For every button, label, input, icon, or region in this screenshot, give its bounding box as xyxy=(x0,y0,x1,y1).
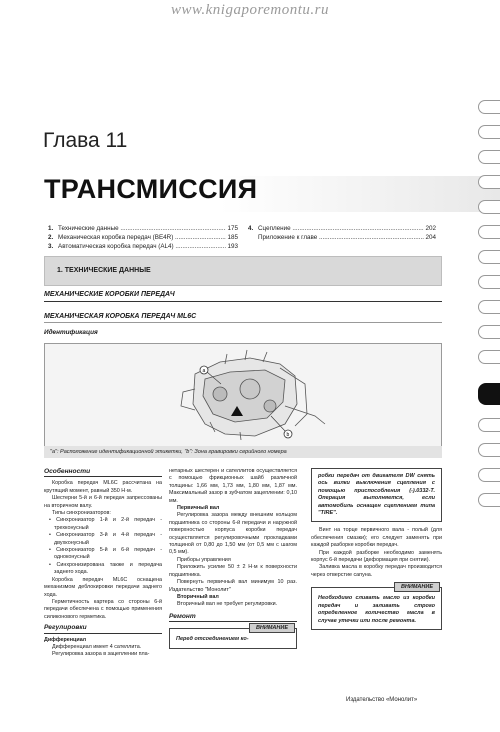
gearbox-figure xyxy=(44,343,442,458)
chapter-tab[interactable] xyxy=(478,325,500,339)
heading-adjustments: Регулировки xyxy=(44,624,87,632)
chapter-tab[interactable] xyxy=(478,275,500,289)
toc-item[interactable] xyxy=(48,233,238,242)
list-item: • Синхронизатор 3-й и 4-й передач - двухконусный xyxy=(49,532,162,546)
toc-right xyxy=(248,224,436,242)
toc-num: 1. xyxy=(48,225,54,232)
column-3 xyxy=(311,468,442,630)
list-item: • Синхронизатор 5-й и 6-й передач - одноконусный xyxy=(49,547,162,561)
divider xyxy=(44,322,442,323)
paragraph: Вторичный вал не требует регулировки. xyxy=(177,601,278,608)
warning-note: Перед отсоединением ко- xyxy=(169,628,297,648)
chapter-tab[interactable] xyxy=(478,468,500,482)
toc-num: 3. xyxy=(48,243,54,250)
chapter-tab[interactable] xyxy=(478,300,500,314)
publisher-footer: Издательство «Монолит» xyxy=(346,697,418,703)
watermark: www.knigaporemontu.ru xyxy=(170,2,329,18)
toc-page: 204 xyxy=(425,234,436,241)
section-label: 1. ТЕХНИЧЕСКИЕ ДАННЫЕ xyxy=(57,267,151,274)
paragraph: Шестерни 5-й и 6-й передач запрессованы на вторичном валу. xyxy=(44,495,162,509)
chapter-tab[interactable] xyxy=(478,200,500,214)
warning-note-continued: робки передач от двигателя DW снять ось вилки выключения сцепления с помощью приспособления (-).0332-Т. Операция выполняется, если автомобиль оснащен сцеплением типа "TIRE". xyxy=(311,468,442,522)
toc-page: 193 xyxy=(227,243,238,250)
chapter-tab[interactable] xyxy=(478,350,500,364)
toc-text: Механическая коробка передач (BE4R) ..... xyxy=(58,233,226,242)
toc-page: 202 xyxy=(425,225,436,232)
chapter-label: Глава 11 xyxy=(43,129,128,152)
section-header xyxy=(44,256,442,286)
divider xyxy=(44,301,442,302)
toc-page: 175 xyxy=(227,225,238,232)
column-2 xyxy=(169,468,297,649)
paragraph: Коробка передач ML6C оснащена механизмом деблокировки передачи заднего хода. xyxy=(44,576,162,598)
paragraph: При каждой разборке необходимо заменять корпус 6-й передачи (деформация при снятии). xyxy=(311,549,442,564)
heading-features: Особенности xyxy=(44,468,91,475)
chapter-tab[interactable] xyxy=(478,150,500,164)
heading-ml6c: МЕХАНИЧЕСКАЯ КОРОБКА ПЕРЕДАЧ ML6C xyxy=(44,313,197,320)
paragraph: Типы синхронизаторов: xyxy=(52,510,111,517)
paragraph: Регулировка зазора между внешним кольцом подшипника со стороны 6-й передачи и наружной поверхностью корпуса коробки передач осуществляется регулировочными прокладками толщиной от 0,80 до 1,50 мм (от 0,5 мм с шагом 0,5 мм). xyxy=(169,512,297,556)
chapter-tab[interactable] xyxy=(478,443,500,457)
toc-item[interactable] xyxy=(248,224,436,233)
heading-mechanical-gearboxes: МЕХАНИЧЕСКИЕ КОРОБКИ ПЕРЕДАЧ xyxy=(44,291,175,298)
chapter-tab[interactable] xyxy=(478,250,500,264)
subheading-differential: Дифференциал xyxy=(44,636,87,643)
toc-text: Автоматическая коробка передач (AL4) ..... xyxy=(58,242,226,251)
list-item: • Синхронизирована также и передача заднего хода. xyxy=(49,561,162,576)
subheading-output-shaft: Вторичный вал xyxy=(177,593,219,600)
paragraph: Винт на торце первичного вала - полый (для обеспечения смазки); его следует заменять при каждой разборке коробки передач. xyxy=(311,527,442,549)
toc-num: 2. xyxy=(48,234,54,241)
chapter-tabs xyxy=(478,100,500,520)
toc-left xyxy=(48,224,238,251)
heading-identification: Идентификация xyxy=(44,329,98,336)
chapter-tab[interactable] xyxy=(478,493,500,507)
attention-badge: ВНИМАНИЕ xyxy=(394,582,440,592)
column-1 xyxy=(44,468,162,659)
toc-item[interactable] xyxy=(248,233,436,242)
marker-b: b xyxy=(286,432,290,438)
chapter-tab[interactable] xyxy=(478,100,500,114)
toc-page: 185 xyxy=(227,234,238,241)
paragraph: Повернуть первичный вал минимум 10 раз. Издательство "Монолит" xyxy=(169,579,297,593)
divider xyxy=(169,621,297,622)
paragraph: Заливка масла в коробку передач производится через отверстие сапуна. xyxy=(311,564,442,578)
toc-item[interactable] xyxy=(48,224,238,233)
chapter-tab[interactable] xyxy=(478,225,500,239)
toc-num xyxy=(248,233,258,242)
divider xyxy=(44,476,162,477)
toc-text: Приложение к главе ..... xyxy=(258,233,424,242)
paragraph: Регулировка зазора в зацеплении пла- xyxy=(52,651,150,658)
page-title: ТРАНСМИССИЯ xyxy=(44,174,258,204)
chapter-tab[interactable] xyxy=(478,125,500,139)
paragraph: нетарных шестерен и сателлитов осуществляется с помощью фрикционных шайб различной толщины: 1,66 мм, 1,73 мм, 1,80 мм, 1,87 мм. Максимальный зазор в зубчатом зацеплении: 0,10 мм. xyxy=(169,468,297,504)
chapter-tab[interactable] xyxy=(478,175,500,189)
warning-note: Необходимо сливать масло из коробки передач и заливать строго определенное количество масла в случае утечки или после ремонта. xyxy=(311,587,442,630)
toc-text: Технические данные ..... xyxy=(58,224,226,233)
paragraph: Герметичность картера со стороны 6-й передачи обеспечена с помощью применения силиконового герметика. xyxy=(44,598,162,620)
divider xyxy=(44,633,162,634)
toc-num: 4. xyxy=(248,225,254,232)
chapter-tab[interactable] xyxy=(478,418,500,432)
paragraph: Приложить усилие 50 ± 2 Н·м к поверхности подшипника. xyxy=(169,564,297,578)
paragraph: Коробка передач ML6C рассчитана на крутящий момент, равный 350 Н·м. xyxy=(44,480,162,494)
marker-a: a xyxy=(202,368,206,374)
figure-caption: "a": Расположение идентификационной этикетки, "b": Зона гравировки серийного номера xyxy=(44,446,442,458)
toc-item[interactable] xyxy=(48,242,238,251)
gearbox-illustration xyxy=(45,344,441,444)
list-item: • Синхронизатор 1-й и 2-й передач - трехконусный xyxy=(49,517,162,531)
paragraph: Дифференциал имеет 4 сателлита. xyxy=(52,643,142,650)
paragraph: Приборы управления xyxy=(177,556,231,563)
chapter-tab-active[interactable] xyxy=(478,383,500,405)
heading-repair: Ремонт xyxy=(169,612,196,620)
toc-text: Сцепление ..... xyxy=(258,224,424,233)
subheading-input-shaft: Первичный вал xyxy=(177,505,220,512)
attention-badge: ВНИМАНИЕ xyxy=(249,623,295,633)
